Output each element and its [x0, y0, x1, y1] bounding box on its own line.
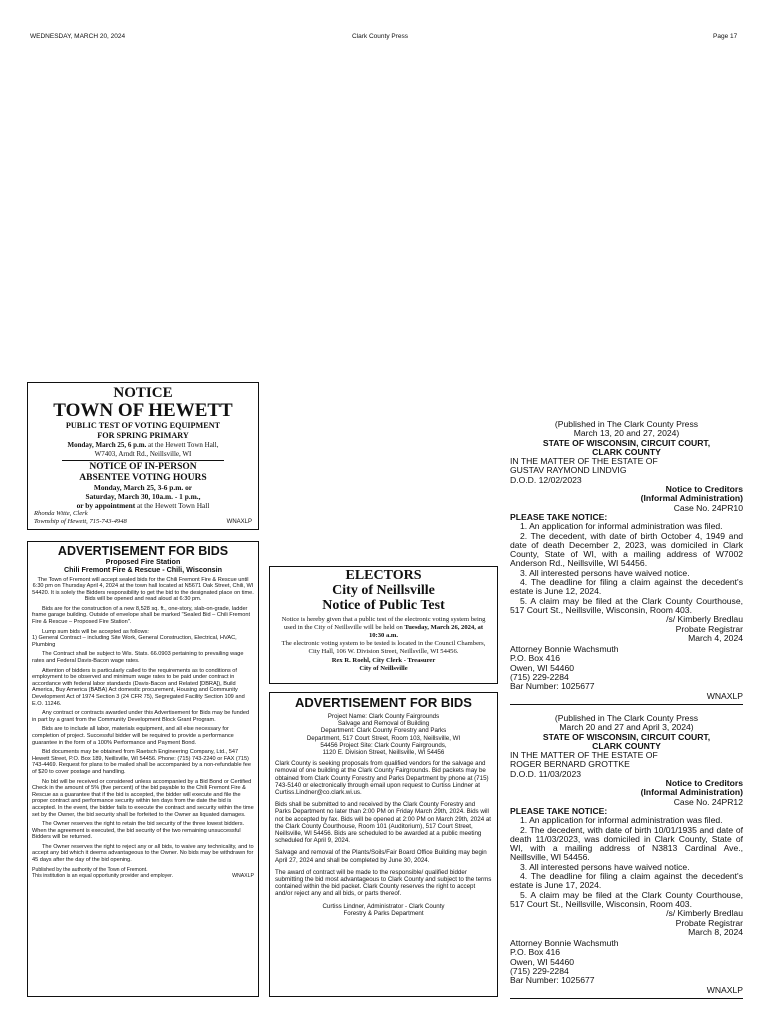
p2-i2: 2. The decedent, with date of birth 10/01/1935 and date of death 11/03/2023, was domiciled in Clark County, State of WI, with a mailing address of N3813 Cardinal Ave., Neillsville, WI 54456. [510, 824, 743, 863]
fremont-p7: Bids are to include all labor, materials equipment, and all else necessary for completion of project. Successful bidder will be required to provide a performance guarantee in the form of a 100% Performance and Payment Bond. [32, 726, 234, 746]
electors-t1: ELECTORS [345, 568, 422, 583]
electors-t2: City of Neillsville [332, 582, 435, 598]
hewett-notice-label: NOTICE [113, 385, 173, 401]
fairgrounds-p1: Clark County is seeking proposals from qualified vendors for the salvage and removal of one building at the Clark County Fairgrounds. Bid packets may be obtained from Clark County Forestry and Parks Department by phone at (715) 743-5140 or electronically through email upon request to Curtiss Lindner at Curtiss.Lindner@co.clark.wi.us. [275, 760, 489, 797]
p1-i2: 2. The decedent, with date of birth October 4, 1949 and date of death December 2, 2023, was domiciled in Clark County, State of WI, with a mailing address of W7002 Anderson Rd., Neillsville, WI 54456. [510, 530, 743, 569]
p2-i4: 4. The deadline for filing a claim against the decedent's estate is June 17, 2024. [510, 871, 743, 891]
fremont-p6: Any contract or contracts awarded under this Advertisement for Bids may be funded in part by a grant from the Community Development Block Grant Program. [32, 710, 250, 723]
p2-s2: Probate Registrar [675, 917, 743, 928]
hewett-addr: W7403, Arndt Rd., Neillsville, WI [94, 449, 192, 458]
header-paper: Clark County Press [352, 33, 408, 40]
p1-a5: Bar Number: 1025677 [510, 681, 595, 692]
p2-a3: Owen, WI 54460 [510, 956, 575, 967]
p1-a4: (715) 229-2284 [510, 672, 569, 683]
p2-pub1: (Published in The Clark County Press [554, 713, 699, 723]
fremont-p10: The Owner reserves the right to retain the bid security of the three lowest bidders. When the agreement is executed, the bid security of the two remaining unsuccessful Bidders will be returned. [32, 821, 245, 841]
p2-i5: 5. A claim may be filed at the Clark County Courthouse, 517 Court St., Neillsville, Wisconsin, Room 403. [510, 889, 743, 909]
fremont-p11: The Owner reserves the right to reject any or all bids, to waive any technicality, and to accept any bid which it deems advantageous to the Owner. No bids may be withdrawn for 45 days after the day of the bid opening. [32, 843, 254, 864]
divider [510, 998, 743, 999]
p2-a5: Bar Number: 1025677 [510, 975, 595, 986]
p2-ptn: PLEASE TAKE NOTICE: [510, 805, 608, 816]
fremont-p9: No bid will be received or considered unless accompanied by a Bid Bond or Certified Check in the amount of 5% (five percent) of the bid payable to the Chili Fremont Fire & Rescue as a guarantee that if the bid is accepted, the bidder will execute and file the proper contract and performance security within ten days from the date the bid is accepted. In the event, the bidder fails to execute the contract and security within the time set by the Owner, the bid security shall be forfeited to the Owner as liquated damages. [32, 778, 254, 818]
p1-a3: Owen, WI 54460 [510, 662, 575, 673]
fremont-p8: Bid documents may be obtained from Raetsch Engineering Company, Ltd., 547 Hewett Street, P.O. Box 189, Neillsville, WI 54456. Phone: (715) 743-2240 or FAX (715) 743-4469. Request for plans to be mailed shall be accompanied by a non-refundable fee of $20 to cover postage and handling. [32, 749, 251, 775]
header-date: WEDNESDAY, MARCH 20, 2024 [30, 33, 126, 40]
p1-s2: Probate Registrar [675, 623, 743, 634]
electors-body2: The electronic voting system to be tested is located in the Council Chambers, City Hall, 106 W. Division Street, Neillsville, WI 54456. [281, 640, 486, 656]
p1-i4: 4. The deadline for filing a claim against the decedent's estate is June 12, 2024. [510, 577, 743, 597]
fremont-ad [27, 541, 259, 997]
fairgrounds-h4: Department, 517 Court Street, Room 103, Neillsville, WI [306, 734, 461, 742]
electors-body: Notice is hereby given that a public test of the electronic voting system being used in the City of Neillsville will be held on Tuesday, March 26, 2024, at 10:30 a.m. [281, 615, 486, 639]
fremont-code: WNAXLP [232, 872, 254, 879]
fairgrounds-p2: Bids shall be submitted to and received by the Clark County Forestry and Parks Department no later than 2:00 PM on Friday March 29th, 2024. Bids will not be accepted by fax. Bids will be opened at 2:00 PM on March 29th, 2024 at the Clark County Courthouse, Room 101 (Auditorium), 517 Court Street, Neillsville, WI 54456. Bids are scheduled to be awarded at a public meeting scheduled for April 9, 2024. [275, 801, 492, 845]
fairgrounds-h1: Project Name: Clark County Fairgrounds [327, 713, 440, 720]
p1-pub1: (Published in The Clark County Press [554, 419, 699, 429]
fremont-p1: The Town of Fremont will accept sealed bids for the Chili Fremont Fire & Rescue until 6:30 pm on Thursday April 4, 2024 at the town hall located at N5671 Oak Street, Chili, WI 54420. It is solely the Bidders responsibility to get the bid to the designated place on time. Bids will be opened and read aloud at 6:30 pm. [32, 576, 254, 603]
p2-dod: D.O.D. 11/03/2023 [510, 768, 582, 779]
fremont-footer1: Published by the authority of the Town of Fremont. [32, 866, 148, 873]
p1-i1: 1. An application for informal administration was filed. [520, 521, 723, 532]
fremont-p5: Attention of bidders is particularly called to the requirements as to conditions of employment to be observed and minimum wage rates to be paid under contract in accordance with federal labor standards (Davis-Bacon and Related [DBRA]), Build America, Buy America (BABA) Act domestic procurement, Housing and Community Development Act of 1974 Section 3 (24 CFR 75), Segregated Facility Section 109 and E.O. 11246. [32, 667, 245, 707]
probate-notice-grottke [510, 714, 743, 1002]
fairgrounds-sig1: Curtiss Lindner, Administrator - Clark County [322, 902, 445, 910]
p1-court2: CLARK COUNTY [592, 446, 661, 457]
p2-a1: Attorney Bonnie Wachsmuth [510, 938, 619, 949]
electors-t3: Notice of Public Test [322, 598, 445, 613]
fairgrounds-sig2: Forestry & Parks Department [343, 909, 424, 917]
divider [62, 460, 224, 461]
fremont-p3: Lump sum bids will be accepted as follows: 1) General Contract – including Site Work, General Construction, Electrical, HVAC, Plumbing [32, 628, 237, 648]
hewett-l1: Monday, March 25, 3-6 p.m. or [93, 483, 193, 492]
p2-code: WNAXLP [706, 984, 743, 995]
p1-m2: GUSTAV RAYMOND LINDVIG [510, 465, 627, 476]
fairgrounds-h6: 1120 E. Division Street, Neillsville, WI 54456 [322, 749, 445, 757]
electors-sig2: City of Neillsville [359, 664, 408, 672]
p1-s3: March 4, 2024 [688, 632, 743, 643]
hewett-phone: Township of Hewett, 715-743-4948 WNAXLP [34, 518, 252, 525]
p1-a2: P.O. Box 416 [510, 653, 561, 664]
p1-court1: STATE OF WISCONSIN, CIRCUIT COURT, [542, 437, 711, 448]
fremont-sub2: Chili Fremont Fire & Rescue - Chili, Wisconsin [63, 565, 223, 574]
hewett-l3: or by appointment at the Hewett Town Hall [76, 501, 210, 510]
p1-a1: Attorney Bonnie Wachsmuth [510, 644, 619, 655]
p1-s1: /s/ Kimberly Bredlau [666, 614, 743, 625]
hewett-notice [27, 382, 259, 530]
probate-notice-lindvig [510, 420, 743, 708]
p2-court1: STATE OF WISCONSIN, CIRCUIT COURT, [542, 731, 711, 742]
header-page: Page 17 [713, 33, 738, 40]
fairgrounds-h5: 54456 Project Site: Clark County Fairgrounds, [320, 741, 447, 749]
p1-i5: 5. A claim may be filed at the Clark County Courthouse, 517 Court St., Neillsville, Wisconsin, Room 403. [510, 595, 743, 615]
hewett-h2a: NOTICE OF IN-PERSON [89, 462, 197, 472]
p2-a2: P.O. Box 416 [510, 947, 561, 958]
p2-case: Case No. 24PR12 [673, 796, 743, 807]
hewett-code: WNAXLP [226, 519, 252, 525]
electors-notice [269, 566, 498, 684]
p2-ntc2: (Informal Administration) [640, 787, 743, 798]
p2-a4: (715) 229-2284 [510, 966, 569, 977]
fremont-footer2: This institution is an equal opportunity provider and employer. WNAXLP [32, 872, 254, 879]
p1-ntc2: (Informal Administration) [640, 493, 743, 504]
p2-court2: CLARK COUNTY [592, 740, 661, 751]
hewett-sub2: FOR SPRING PRIMARY [97, 431, 189, 440]
electors-sig1: Rex R. Roehl, City Clerk - Treasurer [331, 656, 436, 664]
p2-m1: IN THE MATTER OF THE ESTATE OF [510, 750, 658, 761]
fremont-title: ADVERTISEMENT FOR BIDS [57, 544, 229, 558]
fairgrounds-p4: The award of contract will be made to the responsible/ qualified bidder submitting the bid most advantageous to Clark County and subject to the terms contained within the bid packet. Clark County reserves the right to accept and/or reject any and all bids, or parts thereof. [275, 868, 492, 898]
p2-pub2: March 20 and 27 and April 3, 2024) [559, 722, 694, 733]
fairgrounds-h2: Salvage and Removal of Building [337, 720, 430, 728]
p2-s3: March 8, 2024 [688, 926, 743, 937]
p2-i3: 3. All interested persons have waived notice. [520, 861, 690, 872]
p1-i3: 3. All interested persons have waived notice. [520, 567, 690, 578]
hewett-when: Monday, March 25, 6 p.m. at the Hewett Town Hall, [67, 441, 219, 449]
p1-code: WNAXLP [706, 690, 743, 701]
p2-s1: /s/ Kimberly Bredlau [666, 908, 743, 919]
fairgrounds-p3: Salvage and removal of the Plants/Soils/Fair Board Office Building may begin April 27, 2024 and shall be completed by June 30, 2024. [275, 849, 487, 864]
fairgrounds-title: ADVERTISEMENT FOR BIDS [295, 695, 472, 710]
p1-ntc1: Notice to Creditors [665, 484, 743, 495]
fairgrounds-ad [269, 692, 498, 997]
p1-pub2: March 13, 20 and 27, 2024) [573, 428, 680, 439]
p1-dod: D.O.D. 12/02/2023 [510, 474, 582, 485]
divider [510, 704, 743, 705]
p1-ptn: PLEASE TAKE NOTICE: [510, 511, 608, 522]
hewett-town: TOWN OF HEWETT [53, 400, 233, 421]
p2-ntc1: Notice to Creditors [665, 778, 743, 789]
p1-m1: IN THE MATTER OF THE ESTATE OF [510, 456, 658, 467]
fremont-p2: Bids are for the construction of a new 8,528 sq. ft., one-story, slab-on-grade, ladder frame garage building. Outside of envelope shall be marked "Sealed Bid – Chili Fremont Fire & Rescue – Proposed Fire Station". [32, 605, 251, 626]
fremont-p4: The Contract shall be subject to Wis. Stats. 66.0903 pertaining to prevailing wage rates and Federal Davis-Bacon wage rates. [32, 651, 244, 665]
hewett-l2: Saturday, March 30, 10a.m. - 1 p.m., [85, 492, 201, 501]
fremont-sub1: Proposed Fire Station [105, 557, 181, 566]
hewett-clerk: Rhonda Witte, Clerk [34, 510, 88, 517]
fairgrounds-h3: Department: Clark County Forestry and Parks [320, 727, 447, 735]
hewett-sub1: PUBLIC TEST OF VOTING EQUIPMENT [65, 421, 221, 430]
p1-case: Case No. 24PR10 [673, 502, 743, 513]
p2-m2: ROGER BERNARD GROTTKE [510, 759, 630, 770]
hewett-h2b: ABSENTEE VOTING HOURS [79, 472, 207, 483]
p2-i1: 1. An application for informal administration was filed. [520, 815, 723, 826]
